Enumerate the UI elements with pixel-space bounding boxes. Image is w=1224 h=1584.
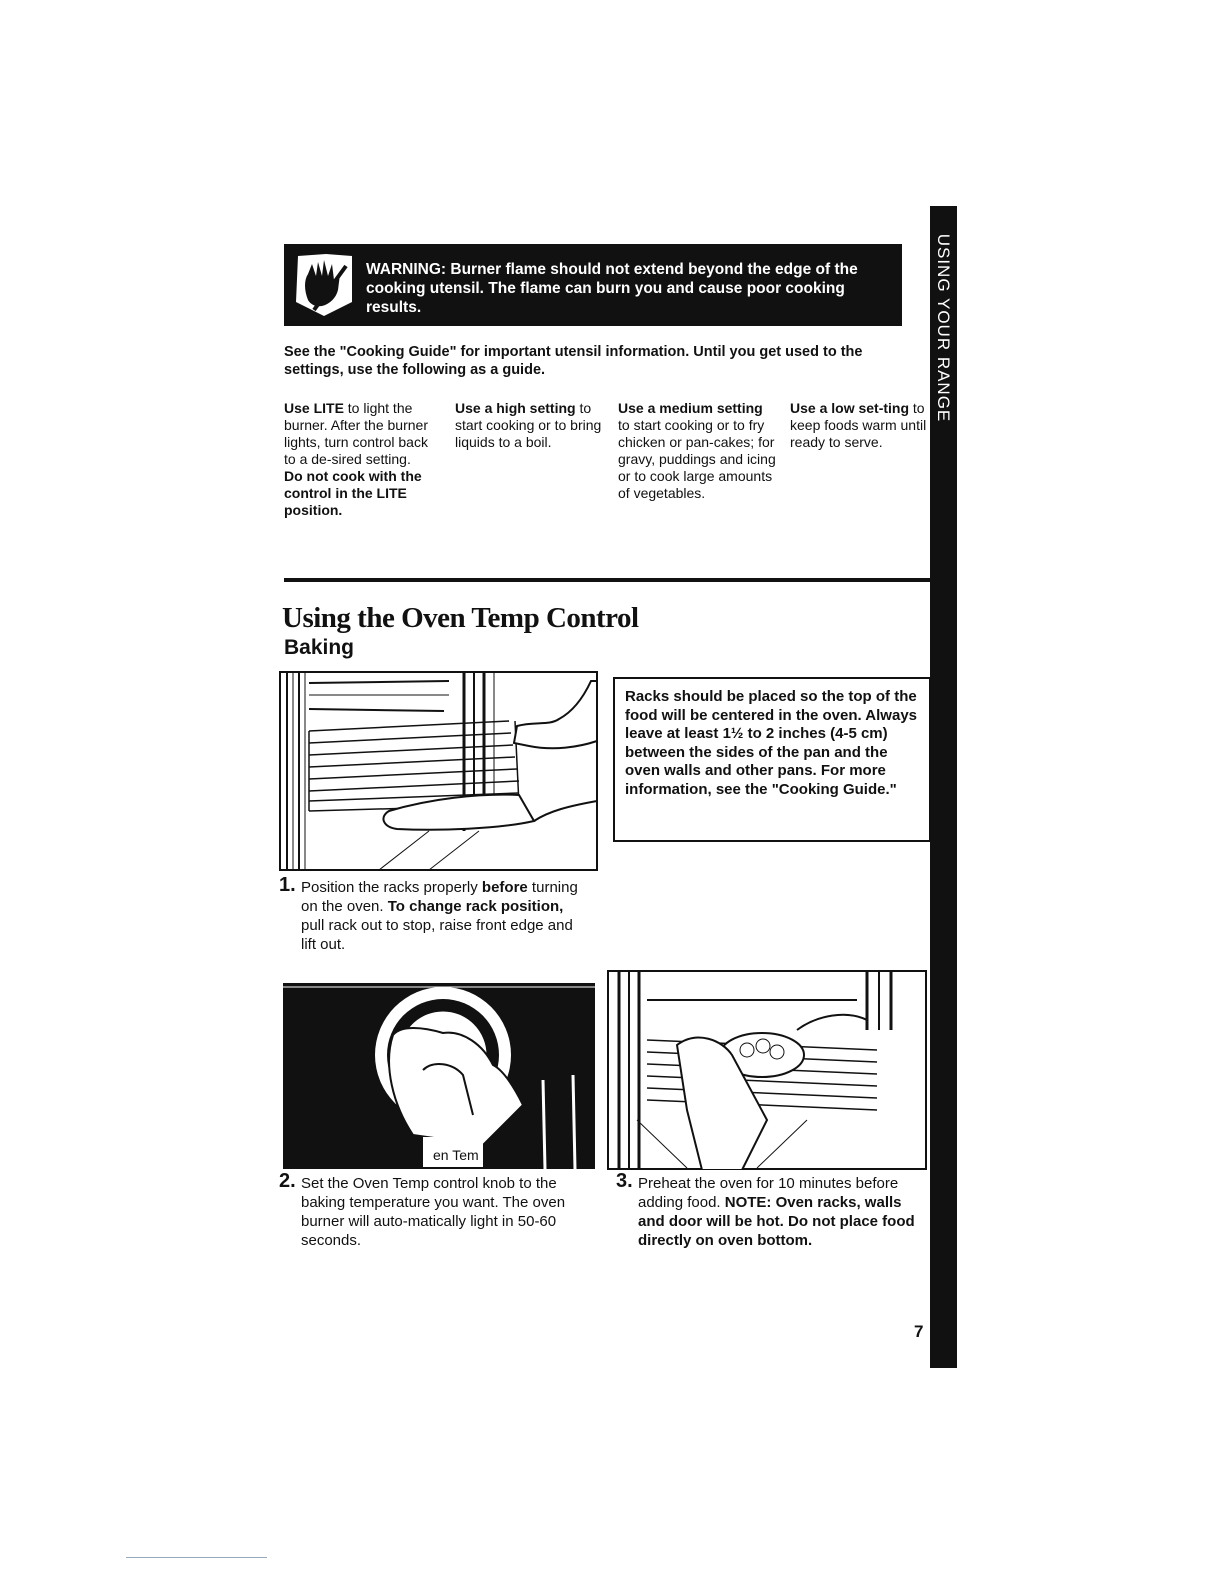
section-divider <box>284 578 934 582</box>
knob-label: en Tem <box>433 1147 479 1163</box>
rack-illustration <box>279 671 598 871</box>
rack-info-box: Racks should be placed so the top of the food will be centered in the oven. Always leave at least 1½ to 2 inches (4-5 cm) between the sides of the pan and the oven walls and other pans. For more information, see the "Cooking Guide." <box>613 677 931 842</box>
section-title: Using the Oven Temp Control <box>282 602 639 634</box>
setting-medium-text: to start cooking or to fry chicken or pan-cakes; for gravy, puddings and icing or to cook large amounts of vegetables. <box>618 417 776 501</box>
setting-low-text: to keep foods warm until ready to serve. <box>790 400 927 450</box>
setting-high-text: to start cooking or to bring liquids to a boil. <box>455 400 602 450</box>
oven-illustration <box>607 970 927 1170</box>
side-tab-label: USING YOUR RANGE <box>934 233 953 423</box>
step-3 <box>616 1170 926 1250</box>
page-number: 7 <box>914 1322 924 1341</box>
guide-intro: See the "Cooking Guide" for important utensil information. Until you get used to the settings, use the following as a guide. <box>284 344 863 378</box>
setting-low-lead: Use a low set-ting <box>790 400 910 416</box>
setting-high <box>455 400 605 451</box>
warning-text: WARNING: Burner flame should not extend beyond the edge of the cooking utensil. The flame can burn you and cause poor cooking results. <box>366 261 858 316</box>
setting-lite-lead: Use LITE <box>284 400 344 416</box>
setting-medium <box>618 400 778 502</box>
footer-rule <box>126 1557 267 1558</box>
setting-medium-lead: Use a medium setting <box>618 400 763 416</box>
setting-lite <box>284 400 436 519</box>
step-3-number: 3. <box>616 1170 633 1192</box>
setting-high-lead: Use a high setting <box>455 400 576 416</box>
section-subtitle: Baking <box>284 636 355 659</box>
step-2-number: 2. <box>279 1170 296 1192</box>
warning-box <box>284 244 902 326</box>
setting-lite-text: to light the burner. After the burner lights, turn control back to a de-sired setting. <box>284 400 428 467</box>
step-1-number: 1. <box>279 874 296 896</box>
setting-low <box>790 400 930 451</box>
step-2 <box>279 1170 589 1250</box>
knob-illustration <box>283 975 595 1169</box>
setting-lite-warning: Do not cook with the control in the LITE position. <box>284 468 422 518</box>
step-2-text: Set the Oven Temp control knob to the baking temperature you want. The oven burner will auto-matically light in 50-60 seconds. <box>301 1175 566 1249</box>
hand-warning-icon <box>290 250 356 320</box>
step-1 <box>279 874 589 954</box>
step-1-text: Position the racks properly before turning on the oven. To change rack position, pull rack out to stop, raise front edge and lift out. <box>301 879 578 953</box>
step-3-text: Preheat the oven for 10 minutes before adding food. NOTE: Oven racks, walls and door will be hot. Do not place food directly on oven bottom. <box>638 1175 915 1249</box>
